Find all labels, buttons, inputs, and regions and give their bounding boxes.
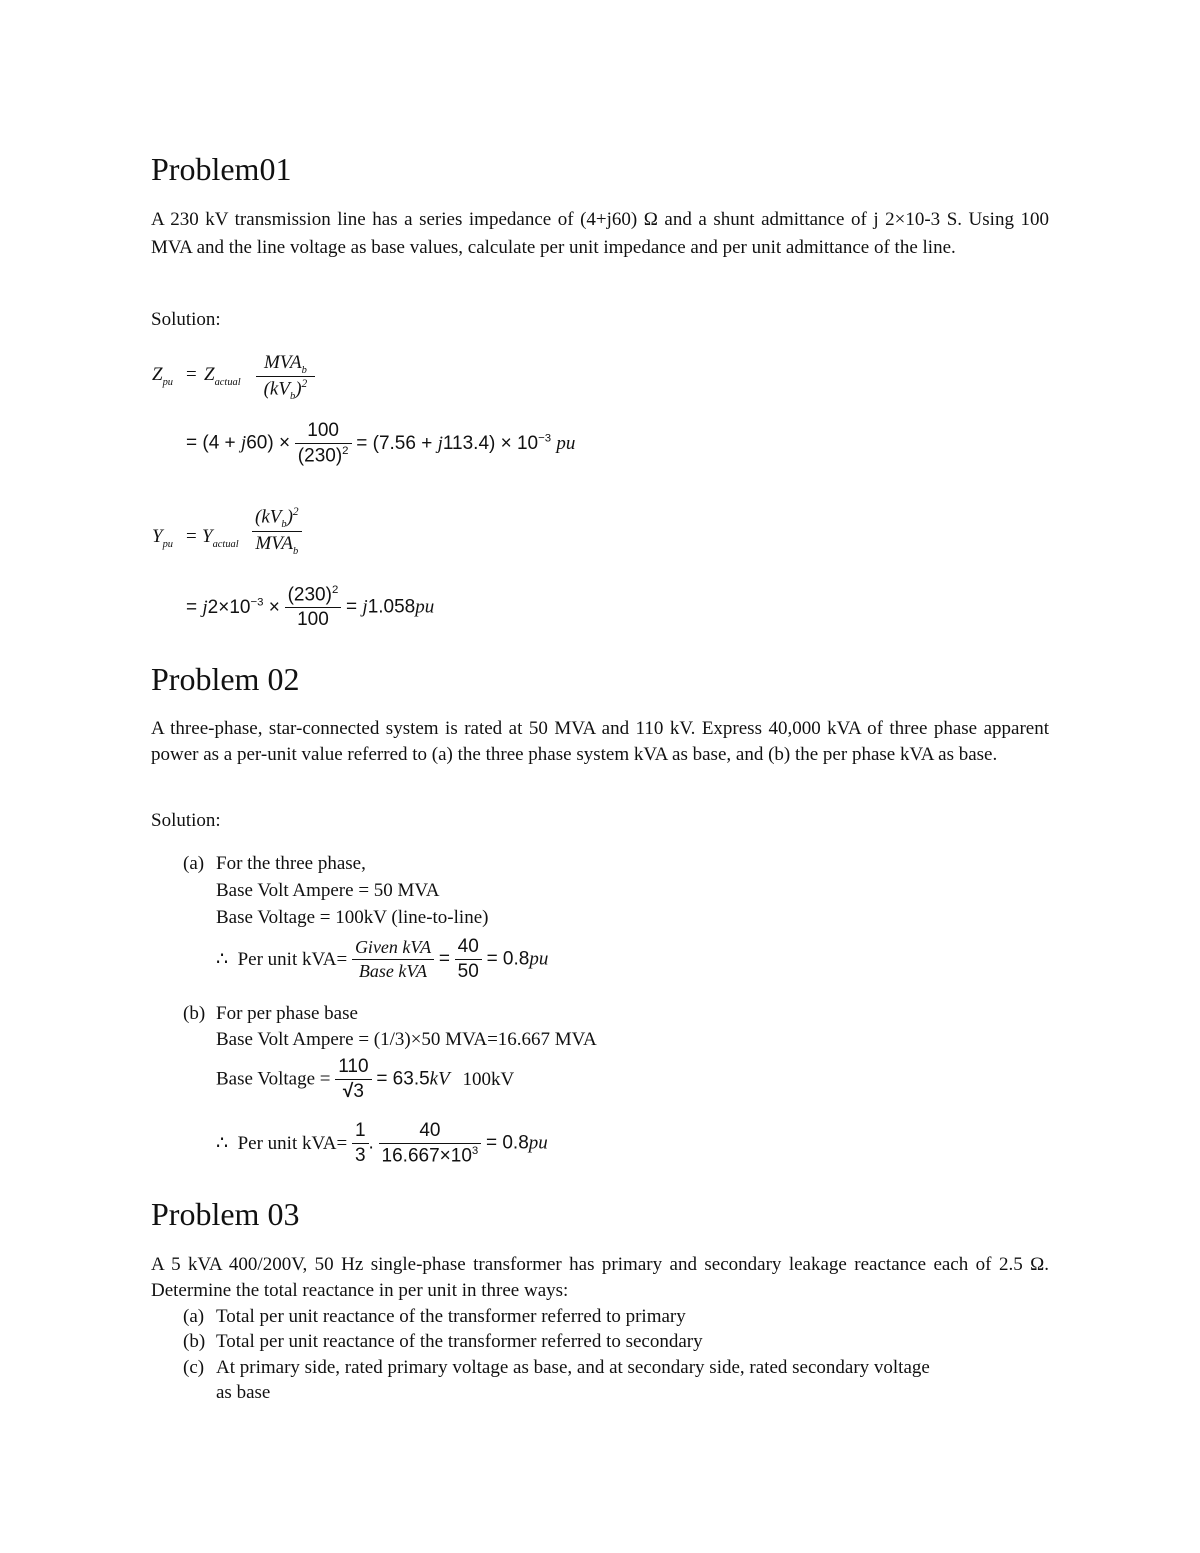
problem-03-statement: A 5 kVA 400/200V, 50 Hz single-phase transformer has primary and secondary leakage reactance each of 2.5 Ω. Determine the total reactance in per unit in three ways: — [151, 1254, 1049, 1301]
eq-denominator: 100 — [297, 609, 329, 631]
solution-label-2: Solution: — [151, 810, 221, 831]
part-a-line: Base Volt Ampere = 50 MVA — [216, 880, 440, 901]
eq-text: = 63.5 — [376, 1068, 430, 1090]
eq-text: Per unit kVA= — [237, 1133, 348, 1155]
eq-equals: = — [186, 526, 197, 547]
eq-subscript: actual — [212, 538, 239, 550]
eq-equals: = — [438, 948, 450, 970]
eq-numerator: 100 — [295, 420, 352, 444]
therefore-symbol: ∴ — [216, 949, 229, 970]
eq-unit: pu — [529, 948, 549, 970]
eq-subscript: b — [293, 545, 299, 557]
part-b-line: For per phase base — [216, 1003, 358, 1024]
part-a-line: For the three phase, — [216, 853, 366, 874]
eq-superscript: 2 — [301, 377, 308, 390]
eq-numerator: 40 — [455, 936, 482, 960]
eq-numerator: Given kVA — [352, 937, 434, 960]
item-c-text-continued: as base — [216, 1382, 271, 1403]
eq-numerator: MVA — [264, 352, 302, 373]
eq-superscript: −3 — [250, 596, 264, 609]
eq-denominator: (230) — [297, 445, 343, 467]
eq-text: = 0.8 — [485, 1132, 529, 1154]
eq-numerator: 1 — [352, 1120, 369, 1144]
eq-text: = — [186, 596, 203, 618]
part-b-equation-voltage — [216, 1056, 514, 1103]
eq-subscript: b — [301, 364, 307, 376]
eq-denominator: 3 — [353, 1081, 364, 1102]
eq-j: j — [240, 432, 247, 454]
eq-superscript: −3 — [538, 432, 552, 445]
eq-superscript: 2 — [292, 506, 299, 518]
eq-unit: pu — [528, 1132, 548, 1154]
eq-subscript: pu — [162, 538, 174, 550]
eq-subscript: b — [281, 519, 287, 531]
eq-paren: ) — [295, 378, 302, 400]
part-b-label: (b) — [183, 1003, 206, 1024]
eq-symbol: Y — [202, 526, 213, 547]
eq-unit: kV — [429, 1068, 450, 1090]
part-a-label: (a) — [183, 853, 205, 874]
eq-unit: pu — [556, 432, 576, 454]
item-a-label: (a) — [183, 1306, 205, 1327]
eq-paren: ) — [286, 506, 293, 528]
eq-j: j — [437, 432, 443, 454]
solution-label-1: Solution: — [151, 309, 221, 330]
eq-text: × — [263, 596, 280, 618]
part-b-equation-per-unit — [216, 1120, 548, 1167]
part-a-line: Base Voltage = 100kV (line-to-line) — [216, 907, 489, 928]
eq-superscript: 2 — [342, 445, 349, 457]
eq-superscript: 3 — [471, 1145, 479, 1157]
problem-03-title: Problem 03 — [151, 1196, 300, 1232]
eq-symbol: Z — [204, 364, 215, 385]
eq-text: 60) × — [246, 432, 291, 454]
eq-text: = (4 + — [186, 432, 241, 454]
problem-01-title: Problem01 — [151, 151, 292, 187]
eq-note: 100kV — [462, 1068, 515, 1090]
equation-y-pu-value — [186, 584, 434, 631]
item-c-text: At primary side, rated primary voltage as base, and at secondary side, rated secondary voltage — [216, 1357, 930, 1378]
eq-subscript: pu — [162, 376, 174, 388]
eq-text: 113.4) × 10 — [442, 432, 539, 454]
eq-text: = — [346, 596, 363, 618]
eq-numerator: (kV — [255, 506, 282, 528]
item-c-label: (c) — [183, 1357, 205, 1378]
problem-02-title: Problem 02 — [151, 661, 300, 697]
part-a-equation — [216, 936, 548, 983]
eq-text: Base Voltage = — [216, 1068, 331, 1090]
problem-01-statement: A 230 kV transmission line has a series impedance of (4+j60) Ω and a shunt admittance of j 2×10-3 S. Using 100 MVA and the line voltage as base values, calculate per unit impedance and per unit admittance of the line. — [151, 209, 1049, 258]
eq-text: . — [368, 1132, 374, 1154]
eq-numerator: 40 — [379, 1120, 482, 1144]
eq-superscript: 2 — [331, 584, 339, 596]
eq-denominator: 16.667×10 — [381, 1145, 472, 1167]
eq-j: j — [202, 596, 208, 618]
eq-text: 1.058 — [367, 596, 416, 618]
eq-subscript: b — [289, 390, 296, 402]
eq-text: = (7.56 + — [356, 432, 438, 454]
eq-equals: = — [186, 364, 197, 385]
problem-02-statement: A three-phase, star-connected system is rated at 50 MVA and 110 kV. Express 40,000 kVA of three phase apparent power as a per-unit value referred to (a) the three phase system kVA as base, and (b) the per phase kVA as base. — [151, 718, 1049, 765]
eq-denominator: MVA — [255, 533, 294, 555]
eq-text: 2×10 — [207, 596, 251, 618]
item-b-label: (b) — [183, 1331, 206, 1352]
equation-z-pu-value — [186, 420, 575, 467]
eq-numerator: 110 — [335, 1056, 371, 1080]
eq-text: Per unit kVA= — [237, 949, 348, 970]
eq-denominator: Base kVA — [358, 961, 428, 981]
eq-subscript: actual — [214, 376, 241, 388]
item-b-text: Total per unit reactance of the transformer referred to secondary — [216, 1331, 703, 1352]
therefore-symbol: ∴ — [216, 1133, 229, 1155]
eq-denominator: 3 — [354, 1145, 366, 1167]
eq-denominator: (kV — [263, 378, 290, 400]
eq-denominator: 50 — [457, 961, 479, 982]
item-a-text: Total per unit reactance of the transformer referred to primary — [216, 1306, 686, 1327]
eq-symbol: Z — [152, 364, 163, 385]
eq-numerator: (230) — [287, 584, 332, 606]
eq-j: j — [362, 596, 368, 618]
eq-text: = 0.8 — [486, 948, 530, 970]
sqrt-symbol: √ — [342, 1081, 354, 1102]
eq-symbol: Y — [152, 526, 163, 547]
part-b-line: Base Volt Ampere = (1/3)×50 MVA=16.667 MVA — [216, 1029, 597, 1050]
eq-unit: pu — [415, 596, 435, 618]
